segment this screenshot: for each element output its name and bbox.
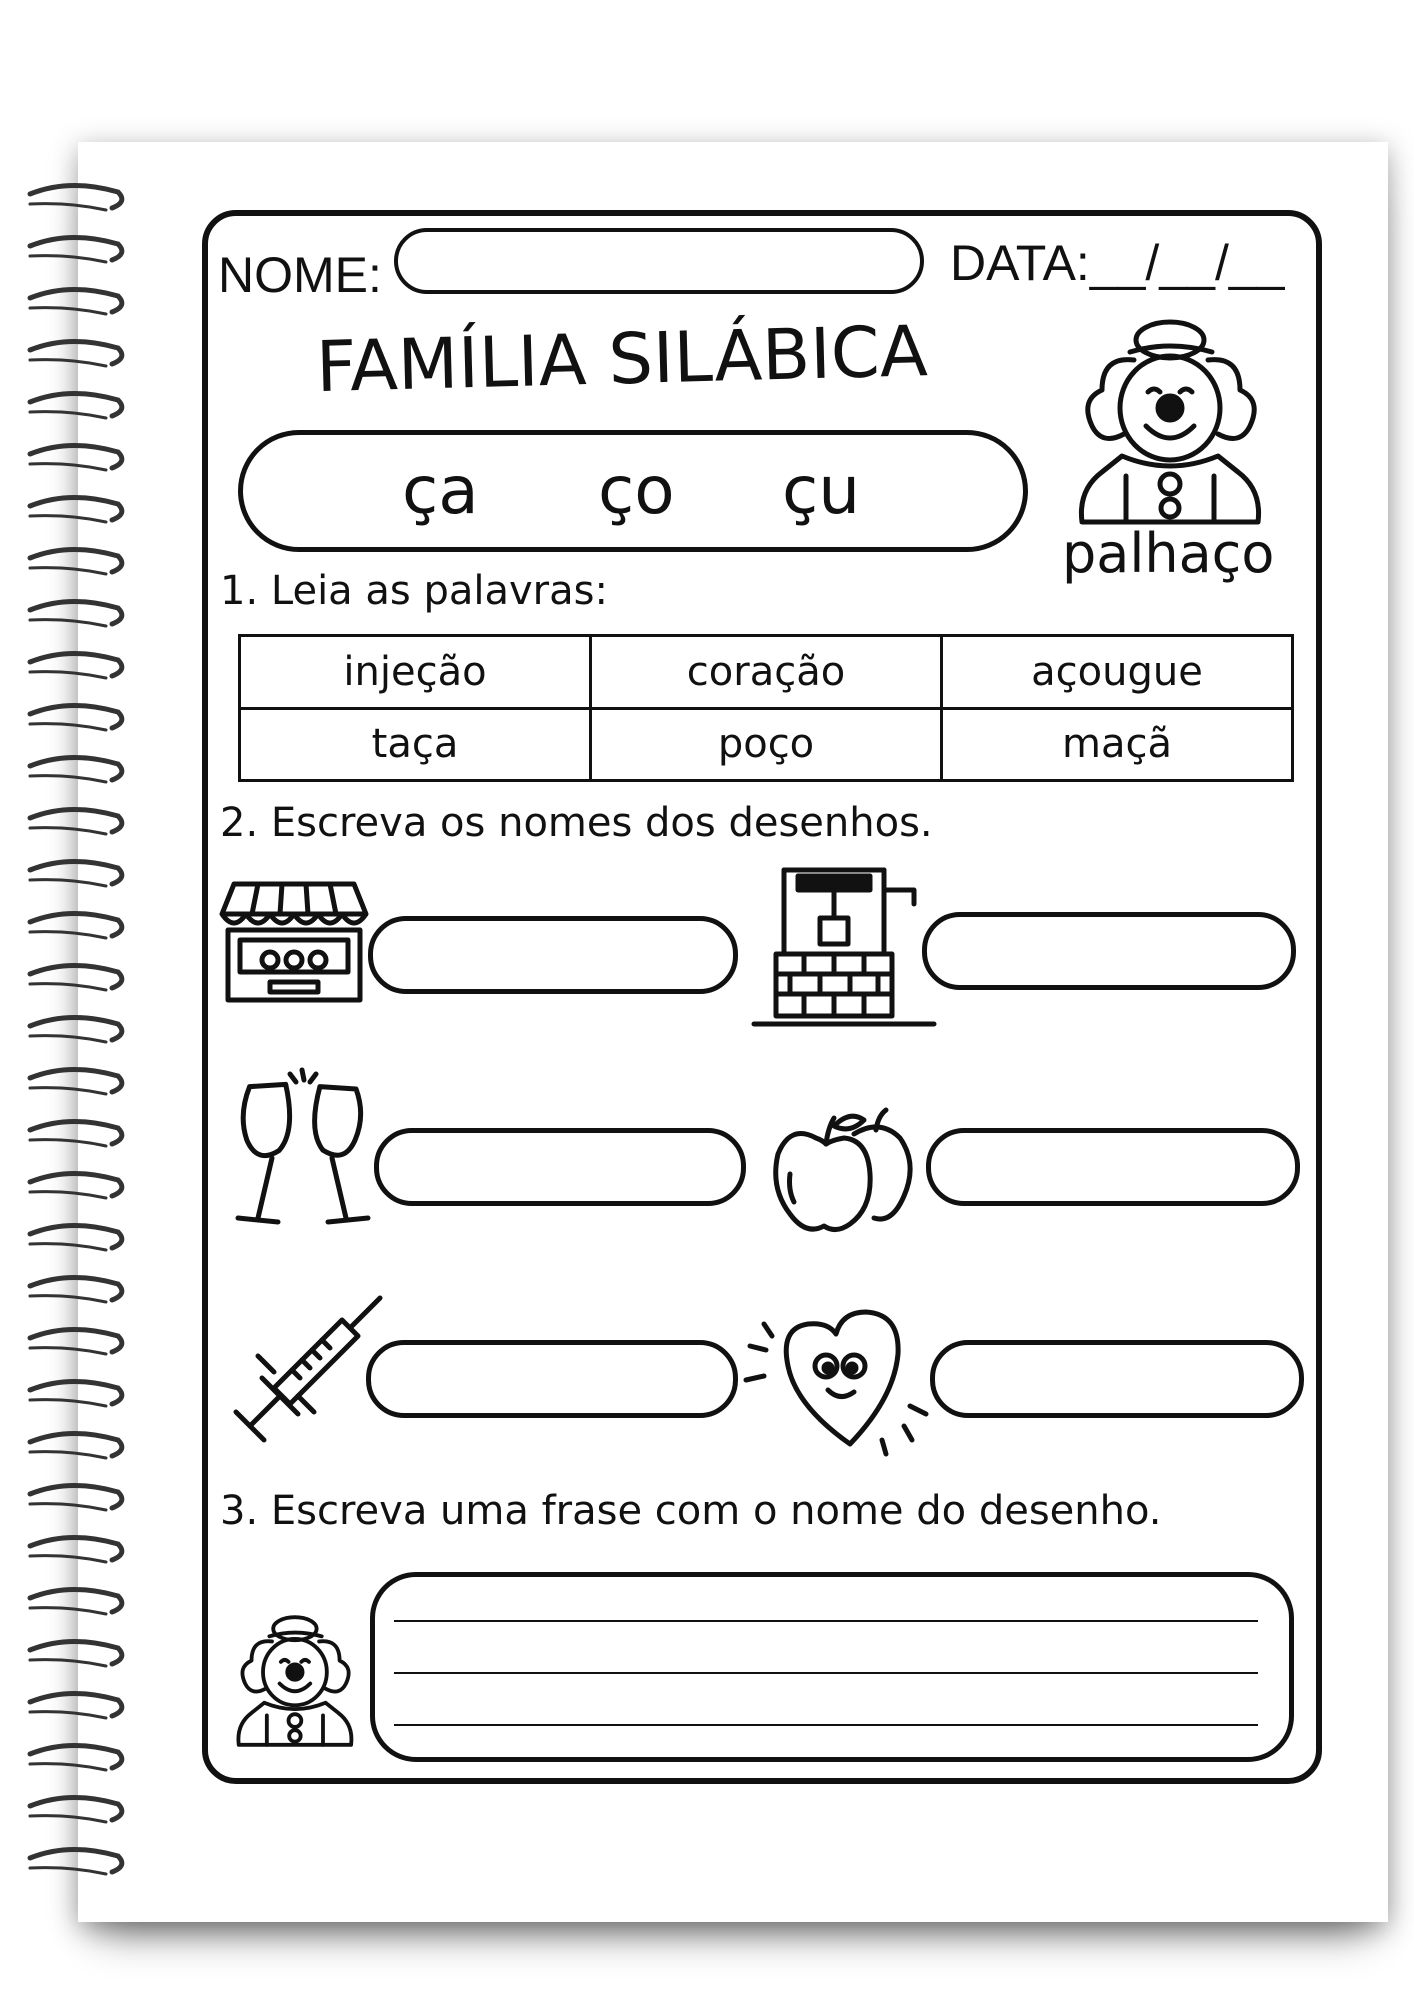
table-cell: maçã [942,708,1293,781]
spiral-ring [30,1660,106,1666]
spiral-ring [30,1816,106,1822]
spiral-ring [30,1504,106,1510]
heart-icon [742,1294,938,1470]
spiral-ring [30,412,106,418]
table-cell: injeção [240,636,591,709]
syringe-icon [222,1294,384,1450]
spiral-ring [30,1452,106,1458]
syllable-cu: çu [782,452,861,529]
spiral-ring [30,1348,106,1354]
spiral-ring [30,1712,106,1718]
spiral-ring [30,1088,106,1094]
syllable-co: ço [598,452,675,529]
name-label: NOME: [218,247,382,303]
name-field[interactable] [394,228,924,294]
clown-icon [1062,300,1272,522]
spiral-ring [30,1868,106,1874]
spiral-ring [30,1296,106,1302]
question-2-text: 2. Escreva os nomes dos desenhos. [220,800,933,846]
answer-field-apples[interactable] [926,1128,1300,1206]
question-1-text: 1. Leia as palavras: [220,568,608,614]
page-title: FAMÍLIA SILÁBICA [315,310,929,409]
table-cell: açougue [942,636,1293,709]
spiral-ring [30,1556,106,1562]
clown-word: palhaço [1062,522,1275,585]
spiral-ring [30,724,106,730]
answer-field-heart[interactable] [930,1340,1304,1418]
writing-line [394,1672,1258,1674]
date-label: DATA:__/__/__ [950,235,1285,291]
table-row [240,708,1293,781]
spiral-ring [30,1400,106,1406]
spiral-ring [30,516,106,522]
word-table [238,634,1294,782]
table-cell: poço [591,708,942,781]
spiral-ring [30,568,106,574]
apples-icon [770,1104,920,1240]
spiral-ring [30,464,106,470]
spiral-ring [30,1192,106,1198]
clown-icon-small [226,1586,360,1762]
syllable-ca: ça [402,452,479,529]
answer-field-syringe[interactable] [366,1340,738,1418]
answer-field-shop[interactable] [368,916,738,994]
table-cell: taça [240,708,591,781]
spiral-binding [0,0,140,2000]
spiral-ring [30,828,106,834]
toast-glasses-icon [228,1066,378,1236]
spiral-ring [30,932,106,938]
spiral-ring [30,256,106,262]
spiral-ring [30,1036,106,1042]
spiral-ring [30,672,106,678]
writing-line [394,1620,1258,1622]
shop-icon [218,870,370,1006]
table-cell: coração [591,636,942,709]
spiral-ring [30,620,106,626]
spiral-ring [30,1608,106,1614]
answer-field-toast[interactable] [374,1128,746,1206]
spiral-ring [30,984,106,990]
answer-field-well[interactable] [922,912,1296,990]
spiral-ring [30,204,106,210]
spiral-ring [30,776,106,782]
spiral-ring [30,1244,106,1250]
spiral-ring [30,1140,106,1146]
sentence-field[interactable] [370,1572,1294,1762]
spiral-ring [30,880,106,886]
spiral-ring [30,308,106,314]
spiral-ring [30,1764,106,1770]
well-icon [754,864,934,1034]
writing-line [394,1724,1258,1726]
table-row [240,636,1293,709]
spiral-ring [30,360,106,366]
question-3-text: 3. Escreva uma frase com o nome do desenho. [220,1488,1162,1534]
